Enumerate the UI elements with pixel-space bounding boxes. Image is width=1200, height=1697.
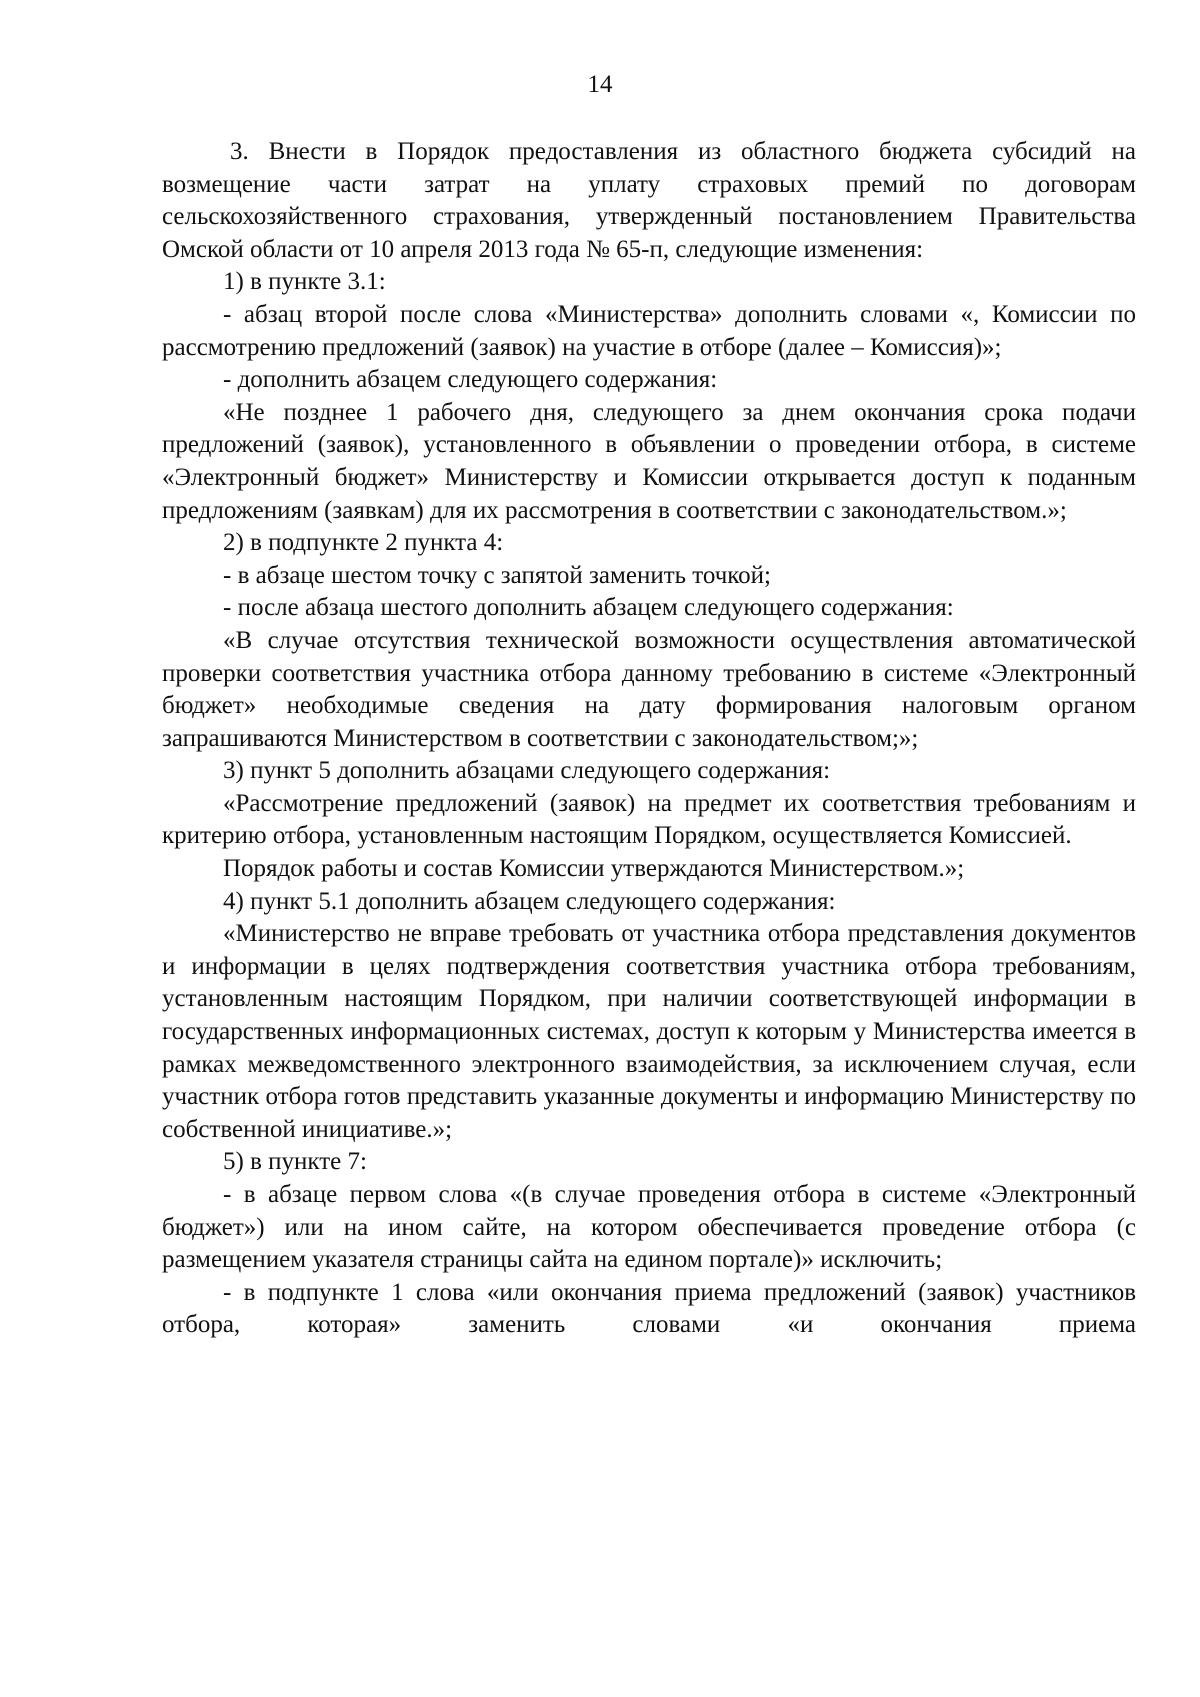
page-number: 14 xyxy=(587,71,613,98)
paragraph-quote-review: «Рассмотрение предложений (заявок) на предмет их соответствия требованиям и критерию отбора, установленным настоящим Порядком, осуществляется Комиссией. xyxy=(162,789,1136,850)
paragraph-commission-order: Порядок работы и состав Комиссии утверждаются Министерством.»; xyxy=(223,855,965,883)
paragraph-quote-ministry: «Министерство не вправе требовать от участника отбора представления документов и информации в целях подтверждения соответствия участника отбора требованиям, установленным настоящим Порядком, при наличии соответствующей информации в государственных информационных системах, доступ к которым у Министерства имеется в рамках межведомственного электронного взаимодействия, за исключением случая, если участник отбора готов представить указанные документы и информацию Министерству по собственной инициативе.»; xyxy=(162,920,1136,1143)
paragraph-abzac-sixth-replace: - в абзаце шестом точку с запятой заменить точкой; xyxy=(223,561,771,589)
document-body xyxy=(162,136,1136,1342)
paragraph-quote-deadline: «Не позднее 1 рабочего дня, следующего за днем окончания срока подачи предложений (заявок), установленного в объявлении о проведении отбора, в системе «Электронный бюджет» Министерству и Комиссии открывается доступ к поданным предложениям (заявкам) для их рассмотрения в соответствии с законодательством.»; xyxy=(162,398,1136,524)
paragraph-subitem-5: 5) в пункте 7: xyxy=(223,1148,367,1176)
paragraph-after-abzac-sixth: - после абзаца шестого дополнить абзацем следующего содержания: xyxy=(223,594,954,622)
paragraph-subitem-3: 3) пункт 5 дополнить абзацами следующего содержания: xyxy=(223,757,831,785)
paragraph-abzac-second: - абзац второй после слова «Министерства» дополнить словами «, Комиссии по рассмотрению предложений (заявок) на участие в отборе (далее – Комиссия)»; xyxy=(162,300,1136,361)
paragraph-subitem-1: 1) в пункте 3.1: xyxy=(223,268,386,296)
paragraph-quote-technical: «В случае отсутствия технической возможности осуществления автоматической проверки соответствия участника отбора данному требованию в системе «Электронный бюджет» необходимые сведения на дату формирования налоговым органом запрашиваются Министерством в соответствии с законодательством;»; xyxy=(162,626,1136,752)
paragraph-item-3: 3. Внести в Порядок предоставления из областного бюджета субсидий на возмещение части затрат на уплату страховых премий по договорам сельскохозяйственного страхования, утвержденный постановлением Правительства Омской области от 10 апреля 2013 года № 65-п, следующие изменения: xyxy=(162,138,1136,263)
paragraph-abzac-first: - в абзаце первом слова «(в случае проведения отбора в системе «Электронный бюджет») или на ином сайте, на котором обеспечивается проведение отбора (с размещением указателя страницы сайта на едином портале)» исключить; xyxy=(162,1181,1136,1274)
paragraph-subitem-2: 2) в подпункте 2 пункта 4: xyxy=(223,529,504,557)
paragraph-add-abzac: - дополнить абзацем следующего содержания: xyxy=(223,366,718,394)
paragraph-subpoint-1: - в подпункте 1 слова «или окончания приема предложений (заявок) участников отбора, которая» заменить словами «и окончания приема xyxy=(162,1278,1136,1339)
paragraph-subitem-4: 4) пункт 5.1 дополнить абзацем следующего содержания: xyxy=(223,887,836,915)
